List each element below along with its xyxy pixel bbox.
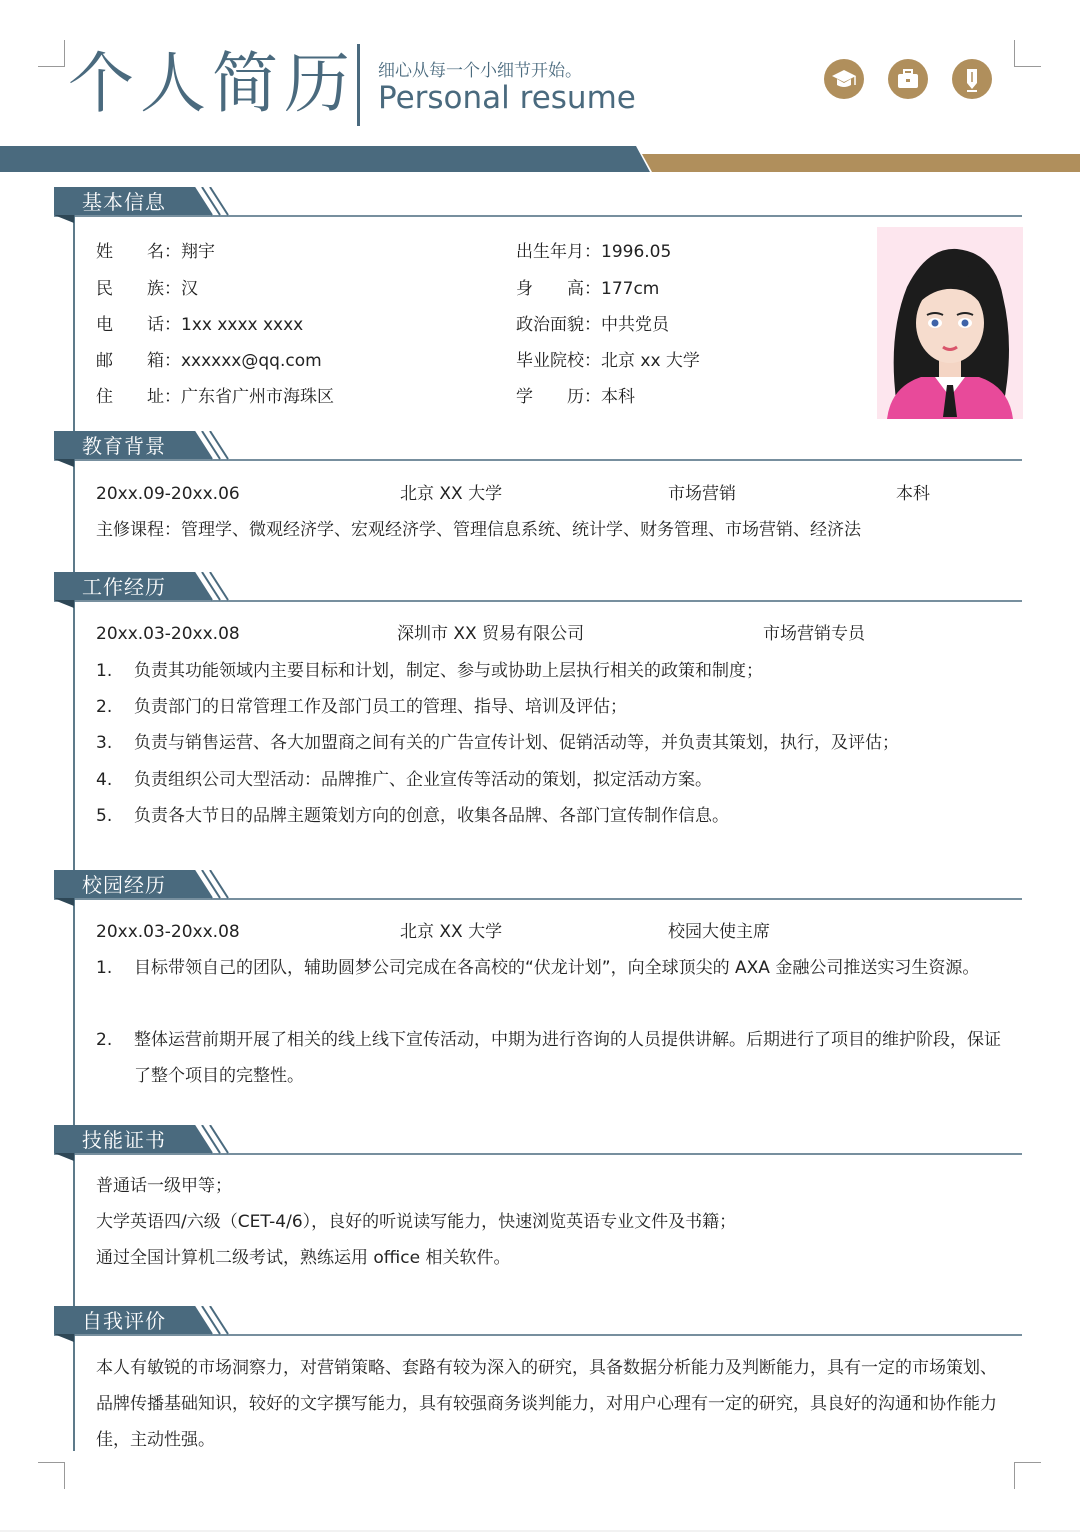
work-item-text: 负责组织公司大型活动：品牌推广、企业宣传等活动的策划，拟定活动方案。	[134, 770, 712, 790]
work-period: 20xx.03-20xx.08	[96, 624, 240, 644]
field-email: 邮 箱：xxxxxx@qq.com	[96, 351, 322, 371]
work-item: 5.	[96, 806, 113, 826]
field-height: 身 高：177cm	[516, 279, 660, 299]
section-header-education	[54, 431, 1022, 461]
section-header-self	[54, 1306, 1022, 1336]
field-name: 姓 名：翔宇	[96, 242, 215, 262]
profile-photo	[877, 227, 1023, 419]
page-subtitle: 细心从每一个小细节开始。	[378, 61, 582, 81]
work-position: 市场营销专员	[763, 624, 865, 644]
work-item: 4.	[96, 770, 113, 790]
crop-mark-top-right	[1014, 40, 1041, 67]
skill-line: 通过全国计算机二级考试，熟练运用 office 相关软件。	[96, 1248, 511, 1268]
work-item-text: 负责与销售运营、各大加盟商之间有关的广告宣传计划、促销活动等，并负责其策划，执行，及评估；	[134, 733, 899, 753]
skill-line: 普通话一级甲等；	[96, 1176, 232, 1196]
work-item-text: 负责部门的日常管理工作及部门员工的管理、指导、培训及评估；	[134, 697, 627, 717]
section-title: 基本信息	[82, 190, 166, 214]
education-school: 北京 XX 大学	[400, 484, 503, 504]
timeline-line	[73, 213, 75, 1451]
section-title: 技能证书	[82, 1128, 166, 1152]
education-degree: 本科	[896, 484, 930, 504]
education-courses: 主修课程：管理学、微观经济学、宏观经济学、管理信息系统、统计学、财务管理、市场营销、经济法	[96, 520, 861, 540]
skill-line: 大学英语四/六级（CET-4/6），良好的听说读写能力，快速浏览英语专业文件及书籍；	[96, 1212, 737, 1232]
work-item: 3.	[96, 733, 113, 753]
pen-icon	[952, 59, 992, 99]
graduation-cap-icon	[824, 59, 864, 99]
field-school: 毕业院校：北京 xx 大学	[516, 351, 700, 371]
section-title: 自我评价	[82, 1309, 166, 1333]
section-header-basic	[54, 187, 1022, 217]
briefcase-icon	[888, 59, 928, 99]
campus-role: 校园大使主席	[668, 922, 770, 942]
section-title: 教育背景	[82, 434, 166, 458]
campus-item-text: 目标带领自己的团队，辅助圆梦公司完成在各高校的“伏龙计划”，向全球顶尖的 AXA 金融公司推送实习生资源。	[134, 958, 980, 978]
self-evaluation-text: 本人有敏锐的市场洞察力，对营销策略、套路有较为深入的研究，具备数据分析能力及判断能力，具有一定的市场策划、品牌传播基础知识，较好的文字撰写能力，具有较强商务谈判能力，对用户心理有一定的研究，具良好的沟通和协作能力佳，主动性强。	[96, 1358, 997, 1450]
crop-mark-top-left	[38, 40, 65, 67]
campus-school: 北京 XX 大学	[400, 922, 503, 942]
work-item-text: 负责各大节日的品牌主题策划方向的创意，收集各品牌、各部门宣传制作信息。	[134, 806, 729, 826]
campus-item: 1.	[96, 958, 113, 978]
field-degree: 学 历：本科	[516, 387, 635, 407]
work-item: 1.	[96, 661, 113, 681]
section-title: 校园经历	[82, 873, 166, 897]
education-major: 市场营销	[668, 484, 736, 504]
page-title: 个人简历	[68, 45, 356, 122]
field-birth: 出生年月：1996.05	[516, 242, 672, 262]
header-band	[0, 146, 1080, 174]
section-header-skills	[54, 1125, 1022, 1155]
field-political: 政治面貌：中共党员	[516, 315, 669, 335]
crop-mark-bottom-left	[38, 1462, 65, 1489]
crop-mark-bottom-right	[1014, 1462, 1041, 1489]
page-title-english: Personal resume	[378, 80, 636, 116]
field-phone: 电 话：1xx xxxx xxxx	[96, 315, 304, 335]
title-divider	[357, 44, 360, 126]
work-item-text: 负责其功能领域内主要目标和计划，制定、参与或协助上层执行相关的政策和制度；	[134, 661, 763, 681]
campus-period: 20xx.03-20xx.08	[96, 922, 240, 942]
campus-item-text: 整体运营前期开展了相关的线上线下宣传活动，中期为进行咨询的人员提供讲解。后期进行了项目的维护阶段，保证了整个项目的完整性。	[134, 1030, 1001, 1086]
section-title: 工作经历	[82, 575, 166, 599]
field-ethnic: 民 族：汉	[96, 279, 198, 299]
field-address: 住 址：广东省广州市海珠区	[96, 387, 334, 407]
section-header-work	[54, 572, 1022, 602]
campus-item: 2.	[96, 1030, 113, 1050]
work-company: 深圳市 XX 贸易有限公司	[397, 624, 585, 644]
education-period: 20xx.09-20xx.06	[96, 484, 240, 504]
section-header-campus	[54, 870, 1022, 900]
work-item: 2.	[96, 697, 113, 717]
